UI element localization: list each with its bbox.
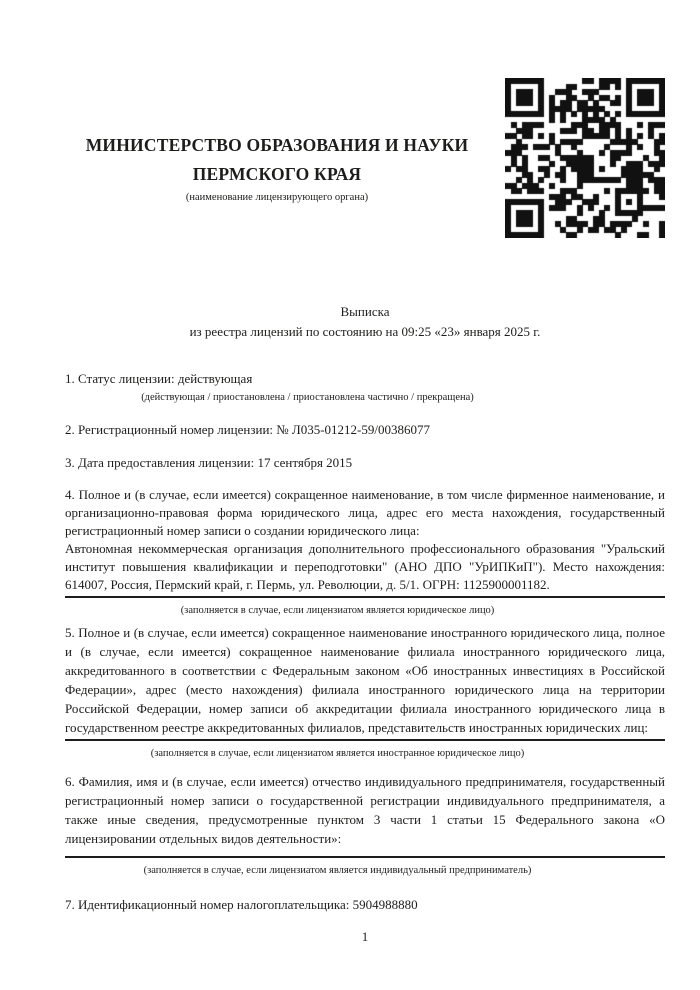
page-number: 1 — [361, 929, 369, 944]
fill-in-rule — [65, 596, 665, 598]
qr-code-icon — [505, 78, 665, 238]
license-status-caption-wrap — [65, 388, 550, 404]
document-title-line2: из реестра лицензий по состоянию на 09:25 «23» января 2025 г. — [189, 324, 541, 339]
ministry-name-line2: ПЕРМСКОГО КРАЯ — [192, 164, 362, 184]
individual-entrepreneur-section — [65, 772, 665, 877]
individual-entrepreneur-caption: (заполняется в случае, если лицензиатом является индивидуальный предприниматель) — [143, 865, 532, 876]
grant-date-line: 3. Дата предоставления лицензии: 17 сентября 2015 — [65, 455, 353, 470]
fill-in-rule — [65, 856, 665, 858]
individual-entrepreneur-question: 6. Фамилия, имя и (в случае, если имеется) отчество индивидуального предпринимателя, государственный регистрационный номер записи о государственной регистрации индивидуального предпринимателя, а также иные сведения, предусмотренные пунктом 3 части 1 статьи 15 Федерального закона «О лицензировании отдельных видов деятельности»: — [65, 774, 665, 846]
fill-in-rule — [65, 739, 665, 741]
license-status-line: 1. Статус лицензии: действующая — [65, 371, 253, 386]
legal-entity-answer: Автономная некоммерческая организация дополнительного профессионального образования "Уральский институт повышения квалификации и переподготовки" (АНО ДПО "УрИПКиП"). Место нахождения: 614007, Россия, Пермский край, г. Пермь, ул. Революции, д. 5/1. ОГРН: 1125900001182. — [65, 541, 665, 592]
licensing-authority-caption: (наименование лицензирующего органа) — [185, 192, 369, 203]
foreign-entity-question: 5. Полное и (в случае, если имеется) сокращенное наименование иностранного юридического лица, полное и (в случае, если имеется) сокращенное наименование филиала иностранного юридического лица, аккредитованного в соответствии с Федеральным законом «Об иностранных инвестициях в Российской Федерации», адрес (место нахождения) филиала иностранного юридического лица на территории Российской Федерации, номер записи об аккредитации филиала иностранного юридического лица в государственном реестре аккредитованных филиалов, представительств иностранных юридических лиц: — [65, 625, 665, 735]
legal-entity-caption: (заполняется в случае, если лицензиатом является юридическое лицо) — [180, 605, 495, 616]
licensing-authority-header — [65, 131, 489, 203]
license-status-caption: (действующая / приостановлена / приостановлена частично / прекращена) — [141, 392, 474, 403]
legal-entity-section — [65, 486, 665, 617]
foreign-entity-caption: (заполняется в случае, если лицензиатом является иностранное юридическое лицо) — [150, 748, 525, 759]
foreign-entity-caption-wrap — [65, 744, 610, 760]
document-title — [65, 302, 665, 342]
ministry-name-line1: МИНИСТЕРСТВО ОБРАЗОВАНИЯ И НАУКИ — [85, 135, 469, 155]
taxpayer-id-line: 7. Идентификационный номер налогоплательщика: 5904988880 — [65, 897, 418, 912]
foreign-entity-section — [65, 623, 665, 760]
individual-entrepreneur-caption-wrap — [65, 861, 610, 877]
registration-number-line: 2. Регистрационный номер лицензии: № Л035-01212-59/00386077 — [65, 422, 431, 437]
legal-entity-caption-wrap — [65, 601, 610, 617]
legal-entity-question: 4. Полное и (в случае, если имеется) сокращенное наименование, в том числе фирменное наименование, и организационно-правовая форма юридического лица, адрес его места нахождения, государственный регистрационный номер записи о создании юридического лица: — [65, 487, 665, 538]
document-title-line1: Выписка — [340, 304, 390, 319]
